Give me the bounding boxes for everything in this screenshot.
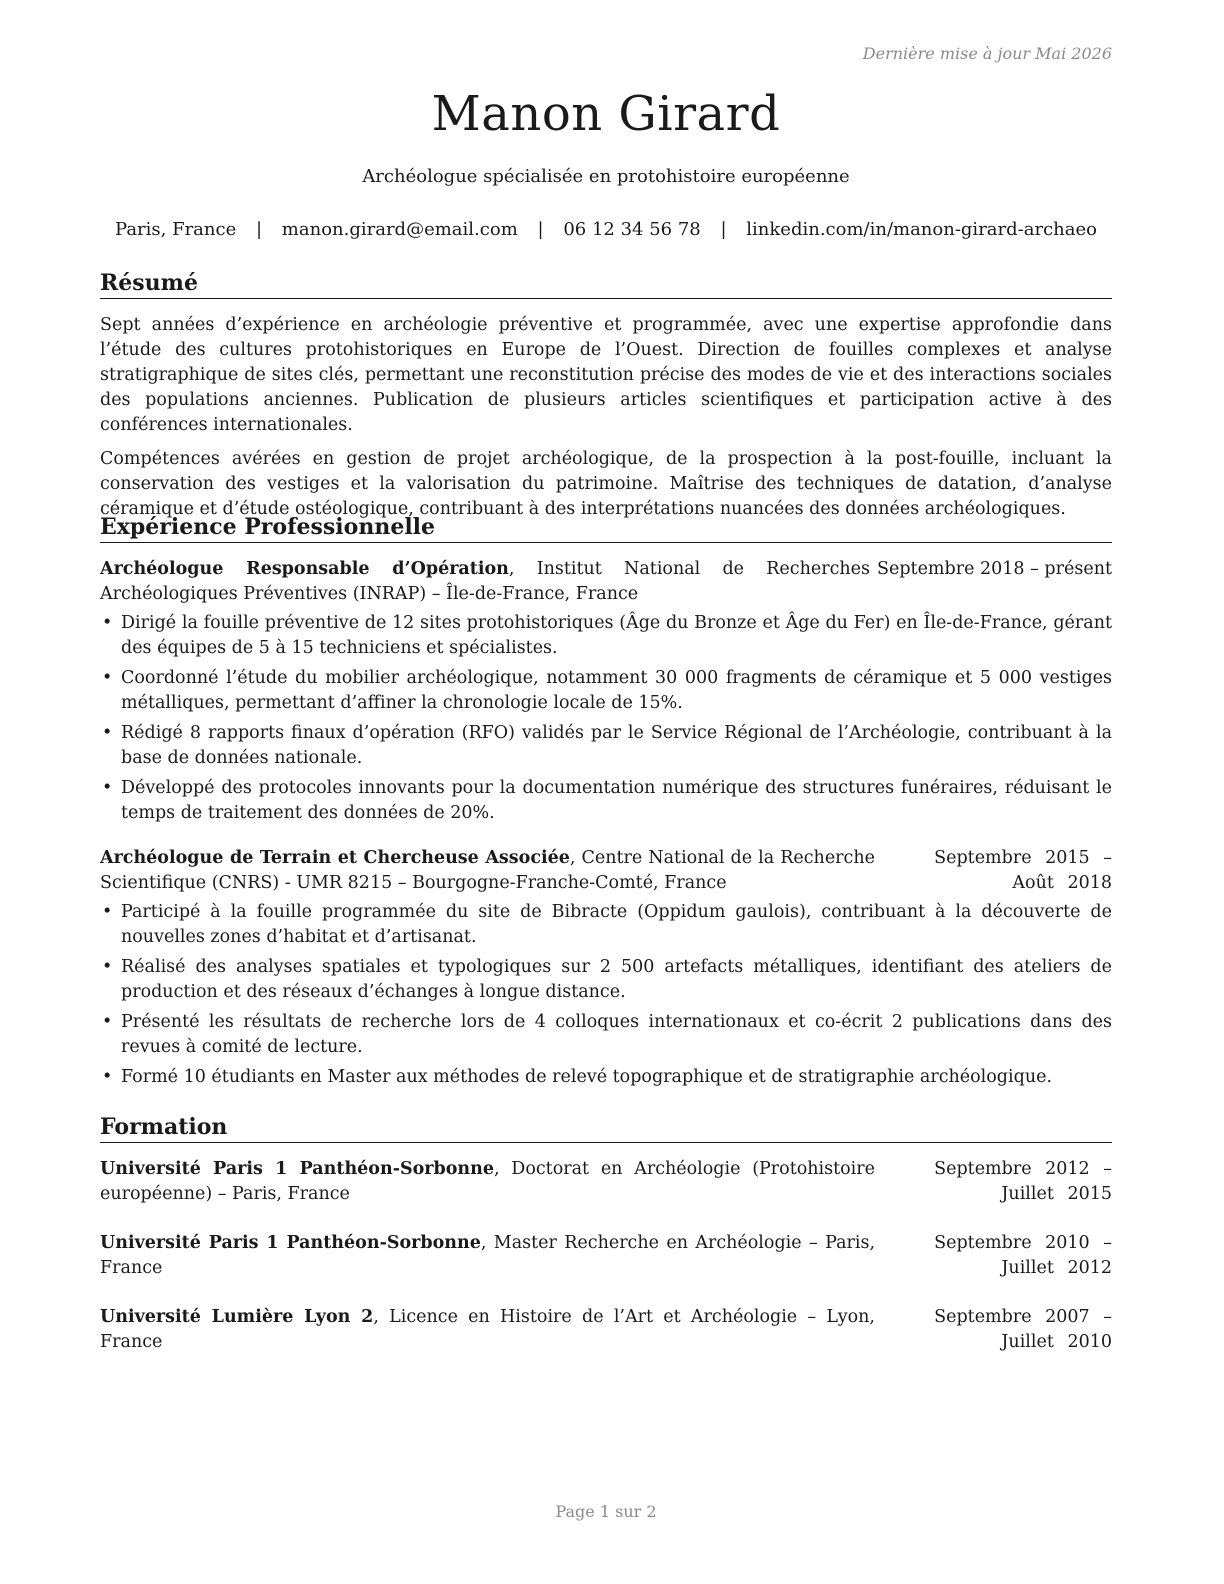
list-item: • Présenté les résultats de recherche lors de 4 colloques internationaux et co-écrit 2 publications dans des revues à comité de lecture. — [100, 1010, 1112, 1060]
education-entry — [100, 1157, 1112, 1207]
summary-title: Résumé — [100, 270, 1112, 299]
job-title-line — [100, 846, 875, 896]
job-role: Archéologue Responsable d’Opération — [100, 559, 509, 579]
job-organization: , Centre National de la Recherche Scientifique (CNRS) - UMR 8215 – Bourgogne-Franche-Comté, France — [100, 848, 875, 893]
contact-separator: | — [720, 219, 727, 240]
contact-line — [100, 219, 1112, 240]
education-school: Université Paris 1 Panthéon-Sorbonne — [100, 1159, 494, 1179]
person-name: Manon Girard — [431, 86, 781, 142]
education-title-line — [100, 1305, 875, 1355]
tagline: Archéologue spécialisée en protohistoire européenne — [362, 166, 850, 187]
education-section — [100, 1114, 1112, 1355]
contact-separator: | — [255, 219, 263, 240]
experience-section — [100, 514, 1112, 1095]
list-item: • Participé à la fouille programmée du site de Bibracte (Oppidum gaulois), contribuant à la découverte de nouvelles zones d’habitat et d’artisanat. — [100, 900, 1112, 950]
education-title-line — [100, 1157, 875, 1207]
summary-paragraph: Sept années d’expérience en archéologie préventive et programmée, avec une expertise approfondie dans l’étude des cultures protohistoriques en Europe de l’Ouest. Direction de fouilles complexes et analyse stratigraphique de sites clés, permettant une reconstitution précise des modes de vie et des interactions sociales des populations anciennes. Publication de plusieurs articles scientifiques et participation active à des conférences internationales. — [100, 315, 1112, 435]
job-bullets — [100, 900, 1112, 1090]
job-title-line — [100, 557, 870, 607]
education-degree: , Master Recherche en Archéologie – Paris, France — [100, 1233, 876, 1278]
education-title-line — [100, 1231, 875, 1281]
list-item: • Réalisé des analyses spatiales et typologiques sur 2 500 artefacts métalliques, identifiant des ateliers de production et des réseaux d’échanges à longue distance. — [100, 955, 1112, 1005]
education-title: Formation — [100, 1114, 1112, 1143]
summary-section — [100, 270, 1112, 522]
education-dates: Septembre 2010 – Juillet 2012 — [934, 1233, 1112, 1278]
list-item: • Coordonné l’étude du mobilier archéologique, notamment 30 000 fragments de céramique et 5 000 vestiges métalliques, permettant d’affiner la chronologie locale de 15%. — [100, 666, 1112, 716]
summary-paragraph: Compétences avérées en gestion de projet archéologique, de la prospection à la post-fouille, incluant la conservation des vestiges et la valorisation du patrimoine. Maîtrise des techniques de datation, d’analyse céramique et d’étude ostéologique, contribuant à des interprétations nuancées des données archéologiques. — [100, 449, 1112, 519]
list-item: • Rédigé 8 rapports finaux d’opération (RFO) validés par le Service Régional de l’Archéologie, contribuant à la base de données nationale. — [100, 721, 1112, 771]
job-entry — [100, 846, 1112, 1090]
job-entry — [100, 557, 1112, 826]
education-school: Université Lumière Lyon 2 — [100, 1307, 374, 1327]
job-header — [100, 846, 1112, 896]
list-item: • Développé des protocoles innovants pour la documentation numérique des structures funéraires, réduisant le temps de traitement des données de 20%. — [100, 776, 1112, 826]
experience-title: Expérience Professionnelle — [100, 514, 1112, 543]
contact-location: Paris, France — [115, 219, 237, 240]
contact-linkedin[interactable]: linkedin.com/in/manon-girard-archaeo — [746, 219, 1097, 240]
resume-page — [100, 0, 1112, 1584]
job-bullets — [100, 611, 1112, 826]
list-item: • Dirigé la fouille préventive de 12 sites protohistoriques (Âge du Bronze et Âge du Fer) en Île-de-France, gérant des équipes de 5 à 15 techniciens et spécialistes. — [100, 611, 1112, 661]
education-dates: Septembre 2012 – Juillet 2015 — [934, 1159, 1112, 1204]
education-dates: Septembre 2007 – Juillet 2010 — [934, 1307, 1112, 1352]
contact-email[interactable]: manon.girard@email.com — [281, 219, 518, 240]
education-entry — [100, 1305, 1112, 1355]
contact-separator: | — [537, 219, 544, 240]
education-school: Université Paris 1 Panthéon-Sorbonne — [100, 1233, 481, 1253]
job-organization: , Institut National de Recherches Archéologiques Préventives (INRAP) – Île-de-France, France — [100, 559, 870, 604]
job-dates: Septembre 2018 – présent — [877, 559, 1112, 579]
last-updated-note: Dernière mise à jour Mai 2026 — [862, 44, 1112, 63]
job-header — [100, 557, 1112, 607]
education-degree: , Doctorat en Archéologie (Protohistoire européenne) – Paris, France — [100, 1159, 875, 1204]
education-degree: , Licence en Histoire de l’Art et Archéologie – Lyon, France — [100, 1307, 875, 1352]
contact-phone: 06 12 34 56 78 — [563, 219, 701, 240]
page-number: Page 1 sur 2 — [555, 1502, 657, 1521]
list-item: • Formé 10 étudiants en Master aux méthodes de relevé topographique et de stratigraphie archéologique. — [100, 1065, 1112, 1090]
job-dates: Septembre 2015 – Août 2018 — [934, 848, 1112, 893]
education-entry — [100, 1231, 1112, 1281]
job-role: Archéologue de Terrain et Chercheuse Associée — [100, 848, 570, 868]
